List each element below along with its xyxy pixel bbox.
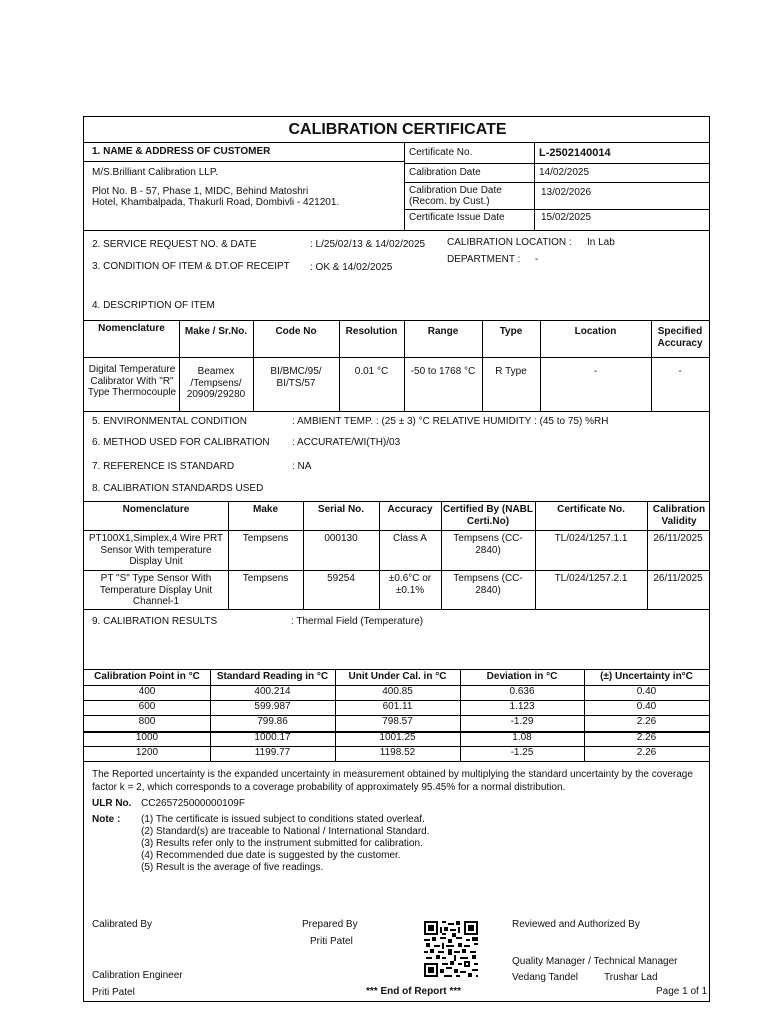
item-nomenclature: Digital Temperature Calibrator With "R" Type Thermocouple <box>87 364 177 398</box>
results-row2-deviation: 1.123 <box>509 701 535 712</box>
certificate-page <box>83 116 710 1002</box>
item-header-type: Type <box>499 326 523 337</box>
customer-name: M/S.Brilliant Calibration LLP. <box>92 167 218 178</box>
item-location: - <box>593 366 598 377</box>
results-row1-uncertainty: 0.40 <box>636 686 657 697</box>
divider <box>84 761 709 762</box>
divider <box>441 501 442 609</box>
results-field: : Thermal Field (Temperature) <box>291 616 424 627</box>
cert-no-label: Certificate No. <box>409 147 473 158</box>
divider <box>534 142 535 230</box>
item-header-range: Range <box>427 326 459 337</box>
std-row1-accuracy: Class A <box>393 533 427 544</box>
std-row1-validity: 26/11/2025 <box>653 533 703 544</box>
cal-date-label: Calibration Date <box>409 167 481 178</box>
std-row2-accuracy: ±0.6°C or ±0.1% <box>388 573 432 596</box>
uncertainty-note-line1: The Reported uncertainty is the expanded uncertainty in measurement obtained by multiplying the standard uncertainty by the coverage <box>92 769 693 780</box>
reviewed-by-label: Reviewed and Authorized By <box>512 919 640 930</box>
issue-date-value: 15/02/2025 <box>541 212 592 223</box>
results-header-standard: Standard Reading in °C <box>216 671 329 682</box>
reference-label: 7. REFERENCE IS STANDARD <box>92 461 235 472</box>
std-row2-make: Tempsens <box>242 573 289 584</box>
reviewer-2: Trushar Lad <box>604 972 658 983</box>
item-specified-accuracy: - <box>678 366 682 377</box>
item-header-location: Location <box>574 326 617 337</box>
results-row5-uncertainty: 2.26 <box>636 747 657 758</box>
std-row1-certified-by: Tempsens (CC-2840) <box>453 533 523 556</box>
note-label: Note : <box>92 814 121 825</box>
divider <box>84 357 709 358</box>
due-date-label-note: (Recom. by Cust.) <box>409 196 490 207</box>
note-5: (5) Result is the average of five readings. <box>141 862 324 873</box>
condition-label: 3. CONDITION OF ITEM & DT.OF RECEIPT <box>92 261 290 272</box>
divider <box>84 142 709 143</box>
results-row5-point: 1200 <box>135 747 159 758</box>
item-header-code: Code No <box>275 326 317 337</box>
results-row3-point: 800 <box>138 716 156 727</box>
location-value: In Lab <box>587 237 615 248</box>
item-resolution: 0.01 °C <box>354 366 389 377</box>
qm-title: Quality Manager / Technical Manager <box>512 956 678 967</box>
env-value: : AMBIENT TEMP. : (25 ± 3) °C RELATIVE HUMIDITY : (45 to 75) %RH <box>292 416 609 427</box>
results-header-deviation: Deviation in °C <box>486 671 558 682</box>
prepared-by-name: Priti Patel <box>310 936 353 947</box>
results-row1-deviation: 0.636 <box>509 686 535 697</box>
qr-code-icon <box>424 921 478 977</box>
std-header-cert-no: Certificate No. <box>557 504 625 515</box>
item-header-resolution: Resolution <box>345 326 398 337</box>
item-range: -50 to 1768 °C <box>410 366 476 377</box>
note-3: (3) Results refer only to the instrument submitted for calibration. <box>141 838 423 849</box>
results-row1-standard: 400.214 <box>254 686 291 697</box>
item-code: BI/BMC/95/ BI/TS/57 <box>270 366 322 389</box>
cal-date-value: 14/02/2025 <box>539 167 590 178</box>
location-label: CALIBRATION LOCATION : <box>447 237 572 248</box>
ulr-label: ULR No. <box>92 798 132 809</box>
note-4: (4) Recommended due date is suggested by the customer. <box>141 850 401 861</box>
divider <box>84 530 709 531</box>
std-row1-nomenclature: PT100X1,Simplex,4 Wire PRT Sensor With temperature Display Unit <box>88 533 224 567</box>
results-row2-uuc: 601.11 <box>382 701 413 712</box>
results-row4-uncertainty: 2.26 <box>636 732 657 743</box>
std-header-nomenclature: Nomenclature <box>122 504 190 515</box>
method-label: 6. METHOD USED FOR CALIBRATION <box>92 437 270 448</box>
std-row2-nomenclature: PT "S" Type Sensor With Temperature Display Unit Channel-1 <box>99 573 213 607</box>
item-make: Beamex /Tempsens/ 20909/29280 <box>186 366 246 400</box>
std-header-serial: Serial No. <box>317 504 365 515</box>
std-header-accuracy: Accuracy <box>387 504 433 515</box>
results-row1-point: 400 <box>138 686 156 697</box>
service-request-value: : L/25/02/13 & 14/02/2025 <box>310 239 426 250</box>
results-row4-deviation: 1.08 <box>512 732 532 743</box>
divider <box>84 570 709 571</box>
divider <box>535 501 536 609</box>
certificate-title: CALIBRATION CERTIFICATE <box>288 121 507 138</box>
ulr-value: CC265725000000109F <box>141 798 245 809</box>
std-row1-serial: 000130 <box>324 533 358 544</box>
item-header-make: Make / Sr.No. <box>184 326 248 337</box>
divider <box>303 501 304 609</box>
results-row5-standard: 1199.77 <box>254 747 291 758</box>
engineer-title: Calibration Engineer <box>92 970 183 981</box>
department-label: DEPARTMENT : <box>447 254 521 265</box>
results-header-point: Calibration Point in °C <box>94 671 200 682</box>
std-row1-cert-no: TL/024/1257.1.1 <box>554 533 628 544</box>
divider <box>84 501 709 502</box>
std-row2-validity: 26/11/2025 <box>653 573 703 584</box>
due-date-label: Calibration Due Date <box>409 185 502 196</box>
divider <box>84 411 709 412</box>
results-row2-standard: 599.987 <box>254 701 291 712</box>
due-date-value: 13/02/2026 <box>541 187 592 198</box>
std-header-make: Make <box>252 504 278 515</box>
divider <box>404 182 709 183</box>
results-heading: 9. CALIBRATION RESULTS <box>92 616 218 627</box>
service-request-label: 2. SERVICE REQUEST NO. & DATE <box>92 239 257 250</box>
results-row3-standard: 799.86 <box>257 716 288 727</box>
divider <box>379 501 380 609</box>
results-row2-point: 600 <box>138 701 156 712</box>
item-heading: 4. DESCRIPTION OF ITEM <box>92 300 215 311</box>
results-row3-uuc: 798.57 <box>382 716 413 727</box>
end-of-report: *** End of Report *** <box>366 986 462 997</box>
divider <box>84 320 709 321</box>
results-row1-uuc: 400.85 <box>382 686 413 697</box>
customer-address-line1: Plot No. B - 57, Phase 1, MIDC, Behind Matoshri <box>92 186 309 197</box>
note-2: (2) Standard(s) are traceable to National / International Standard. <box>141 826 430 837</box>
department-value: - <box>535 254 539 265</box>
std-header-certified-by: Certified By (NABL Certi.No) <box>443 504 534 527</box>
issue-date-label: Certificate Issue Date <box>409 212 505 223</box>
divider <box>228 501 229 609</box>
results-header-uuc: Unit Under Cal. in °C <box>348 671 447 682</box>
std-header-validity: Calibration Validity <box>652 504 706 527</box>
method-value: : ACCURATE/WI(TH)/03 <box>292 437 401 448</box>
divider <box>404 163 709 164</box>
results-row4-point: 1000 <box>135 732 159 743</box>
standards-heading: 8. CALIBRATION STANDARDS USED <box>92 483 264 494</box>
customer-address-line2: Hotel, Khambalpada, Thakurli Road, Dombivli - 421201. <box>92 197 340 208</box>
condition-value: : OK & 14/02/2025 <box>310 262 393 273</box>
note-1: (1) The certificate is issued subject to conditions stated overleaf. <box>141 814 425 825</box>
results-row5-deviation: -1.25 <box>510 747 534 758</box>
item-type: R Type <box>495 366 527 377</box>
reviewer-1: Vedang Tandel <box>512 972 578 983</box>
divider <box>84 161 404 162</box>
page-number: Page 1 of 1 <box>656 986 708 997</box>
results-row3-deviation: -1.29 <box>510 716 534 727</box>
results-row5-uuc: 1198.52 <box>379 747 416 758</box>
env-label: 5. ENVIRONMENTAL CONDITION <box>92 416 248 427</box>
prepared-by-label: Prepared By <box>302 919 358 930</box>
results-header-uncertainty: (±) Uncertainty in°C <box>600 671 693 682</box>
results-row2-uncertainty: 0.40 <box>636 701 657 712</box>
customer-heading: 1. NAME & ADDRESS OF CUSTOMER <box>92 146 271 157</box>
divider <box>647 501 648 609</box>
divider <box>404 142 405 230</box>
uncertainty-note-line2: factor k = 2, which corresponds to a coverage probability of approximately 95.45% for a normal distribution. <box>92 782 566 793</box>
std-row2-certified-by: Tempsens (CC-2840) <box>453 573 523 596</box>
results-row4-uuc: 1001.25 <box>379 732 416 743</box>
divider <box>84 669 709 670</box>
reference-value: : NA <box>292 461 312 472</box>
cert-no-value: L-2502140014 <box>539 147 611 159</box>
divider <box>84 230 709 231</box>
std-row2-cert-no: TL/024/1257.2.1 <box>554 573 628 584</box>
divider <box>404 209 709 210</box>
item-header-nomenclature: Nomenclature <box>98 323 165 334</box>
results-row3-uncertainty: 2.26 <box>636 716 657 727</box>
calibrated-by-label: Calibrated By <box>92 919 153 930</box>
engineer-name: Priti Patel <box>92 987 135 998</box>
std-row1-make: Tempsens <box>242 533 289 544</box>
std-row2-serial: 59254 <box>327 573 355 584</box>
divider <box>84 609 709 610</box>
item-header-accuracy: Specified Accuracy <box>657 326 703 349</box>
results-row4-standard: 1000.17 <box>254 732 291 743</box>
